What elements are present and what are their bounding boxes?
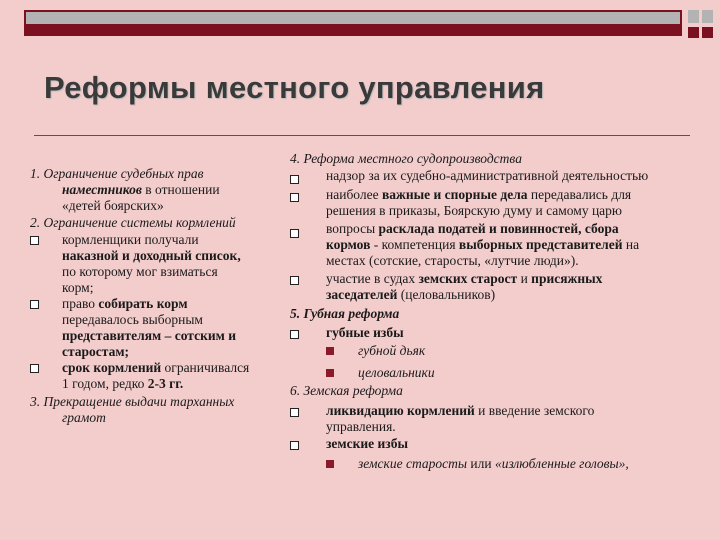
right-line	[326, 220, 619, 237]
left-line: представителям – сотским и	[62, 328, 236, 343]
text: (целовальников)	[397, 287, 496, 302]
sub-bullet-icon	[326, 369, 334, 377]
left-line: грамот	[62, 410, 106, 425]
text-bold: срок кормлений	[62, 360, 162, 375]
corner-square	[688, 10, 699, 23]
right-line	[358, 455, 629, 472]
bullet-box-icon	[290, 229, 299, 238]
left-line	[62, 181, 220, 198]
right-line: земские избы	[326, 436, 409, 451]
text: - компетенция	[370, 237, 459, 252]
title-bar	[24, 10, 682, 36]
left-line: наказной и доходный список,	[62, 248, 241, 263]
right-line: местах (сотские, старосты, «лутчие люди»).	[326, 253, 579, 268]
right-line: губной дьяк	[358, 343, 426, 358]
right-line: надзор за их судебно-административной деятельностью	[326, 168, 649, 183]
corner-square	[688, 27, 699, 38]
text-bold: выборных представителей	[458, 237, 623, 252]
text-bold: 2-3 гг.	[147, 376, 184, 391]
bullet-box-icon	[290, 175, 299, 184]
left-line	[62, 295, 188, 312]
text-bold: собирать корм	[98, 296, 188, 311]
slide-title: Реформы местного управления	[44, 70, 545, 105]
left-line: кормленщики получали	[62, 232, 199, 247]
bullet-box-icon	[30, 236, 39, 245]
text-bold: земских старост	[418, 271, 518, 286]
bullet-box-icon	[30, 364, 39, 373]
right-line	[326, 270, 602, 287]
left-line: «детей боярских»	[62, 198, 164, 213]
right-heading-6: 6. Земская реформа	[290, 383, 403, 398]
text: «излюбленные головы»,	[494, 456, 629, 471]
text: вопросы	[326, 221, 379, 236]
corner-square	[702, 27, 713, 38]
right-heading-5: 5. Губная реформа	[290, 306, 400, 321]
bullet-box-icon	[290, 330, 299, 339]
text: право	[62, 296, 99, 311]
bullet-box-icon	[290, 193, 299, 202]
left-line: корм;	[62, 280, 94, 295]
text: участие в судах	[326, 271, 419, 286]
left-line: по которому мог взиматься	[62, 264, 218, 279]
corner-square	[702, 10, 713, 23]
right-line	[326, 236, 639, 253]
text: и	[517, 271, 532, 286]
left-line	[62, 359, 249, 376]
right-line	[326, 402, 594, 419]
right-line	[326, 286, 495, 303]
text-bold: важные и спорные дела	[381, 187, 528, 202]
text: земские старосты	[358, 456, 468, 471]
bullet-box-icon	[290, 408, 299, 417]
left-line: старостам;	[62, 344, 130, 359]
text-bold: заседателей	[326, 287, 398, 302]
text: на	[622, 237, 640, 252]
sub-bullet-icon	[326, 347, 334, 355]
left-line	[62, 375, 183, 392]
right-line: губные избы	[326, 325, 404, 340]
text-bold: присяжных	[531, 271, 603, 286]
text: ограничивался	[161, 360, 250, 375]
right-line: целовальники	[358, 365, 435, 380]
bullet-box-icon	[290, 276, 299, 285]
left-heading-3: 3. Прекращение выдачи тарханных	[30, 394, 235, 409]
text-bold: раскладa податей и повинностей, сбора	[378, 221, 619, 236]
left-line: передавалось выборным	[62, 312, 203, 327]
right-heading-4: 4. Реформа местного судопроизводства	[290, 151, 522, 166]
text: передавались для	[527, 187, 632, 202]
left-heading-2: 2. Ограничение системы кормлений	[30, 215, 236, 230]
title-underline	[34, 135, 690, 136]
right-line: решения в приказы, Боярскую думу и самому царю	[326, 203, 622, 218]
text: наиболее	[326, 187, 382, 202]
left-heading-1: 1. Ограничение судебных прав	[30, 166, 204, 181]
text-bold: ликвидацию кормлений	[326, 403, 475, 418]
text: или	[467, 456, 495, 471]
sub-bullet-icon	[326, 460, 334, 468]
text-bold: кормов	[326, 237, 371, 252]
text-bold: наместников	[62, 182, 142, 197]
text: 1 годом, редко	[62, 376, 148, 391]
right-line	[326, 186, 631, 203]
bullet-box-icon	[30, 300, 39, 309]
text: и введение земского	[474, 403, 595, 418]
right-line: управления.	[326, 419, 396, 434]
text: в отношении	[141, 182, 220, 197]
bullet-box-icon	[290, 441, 299, 450]
